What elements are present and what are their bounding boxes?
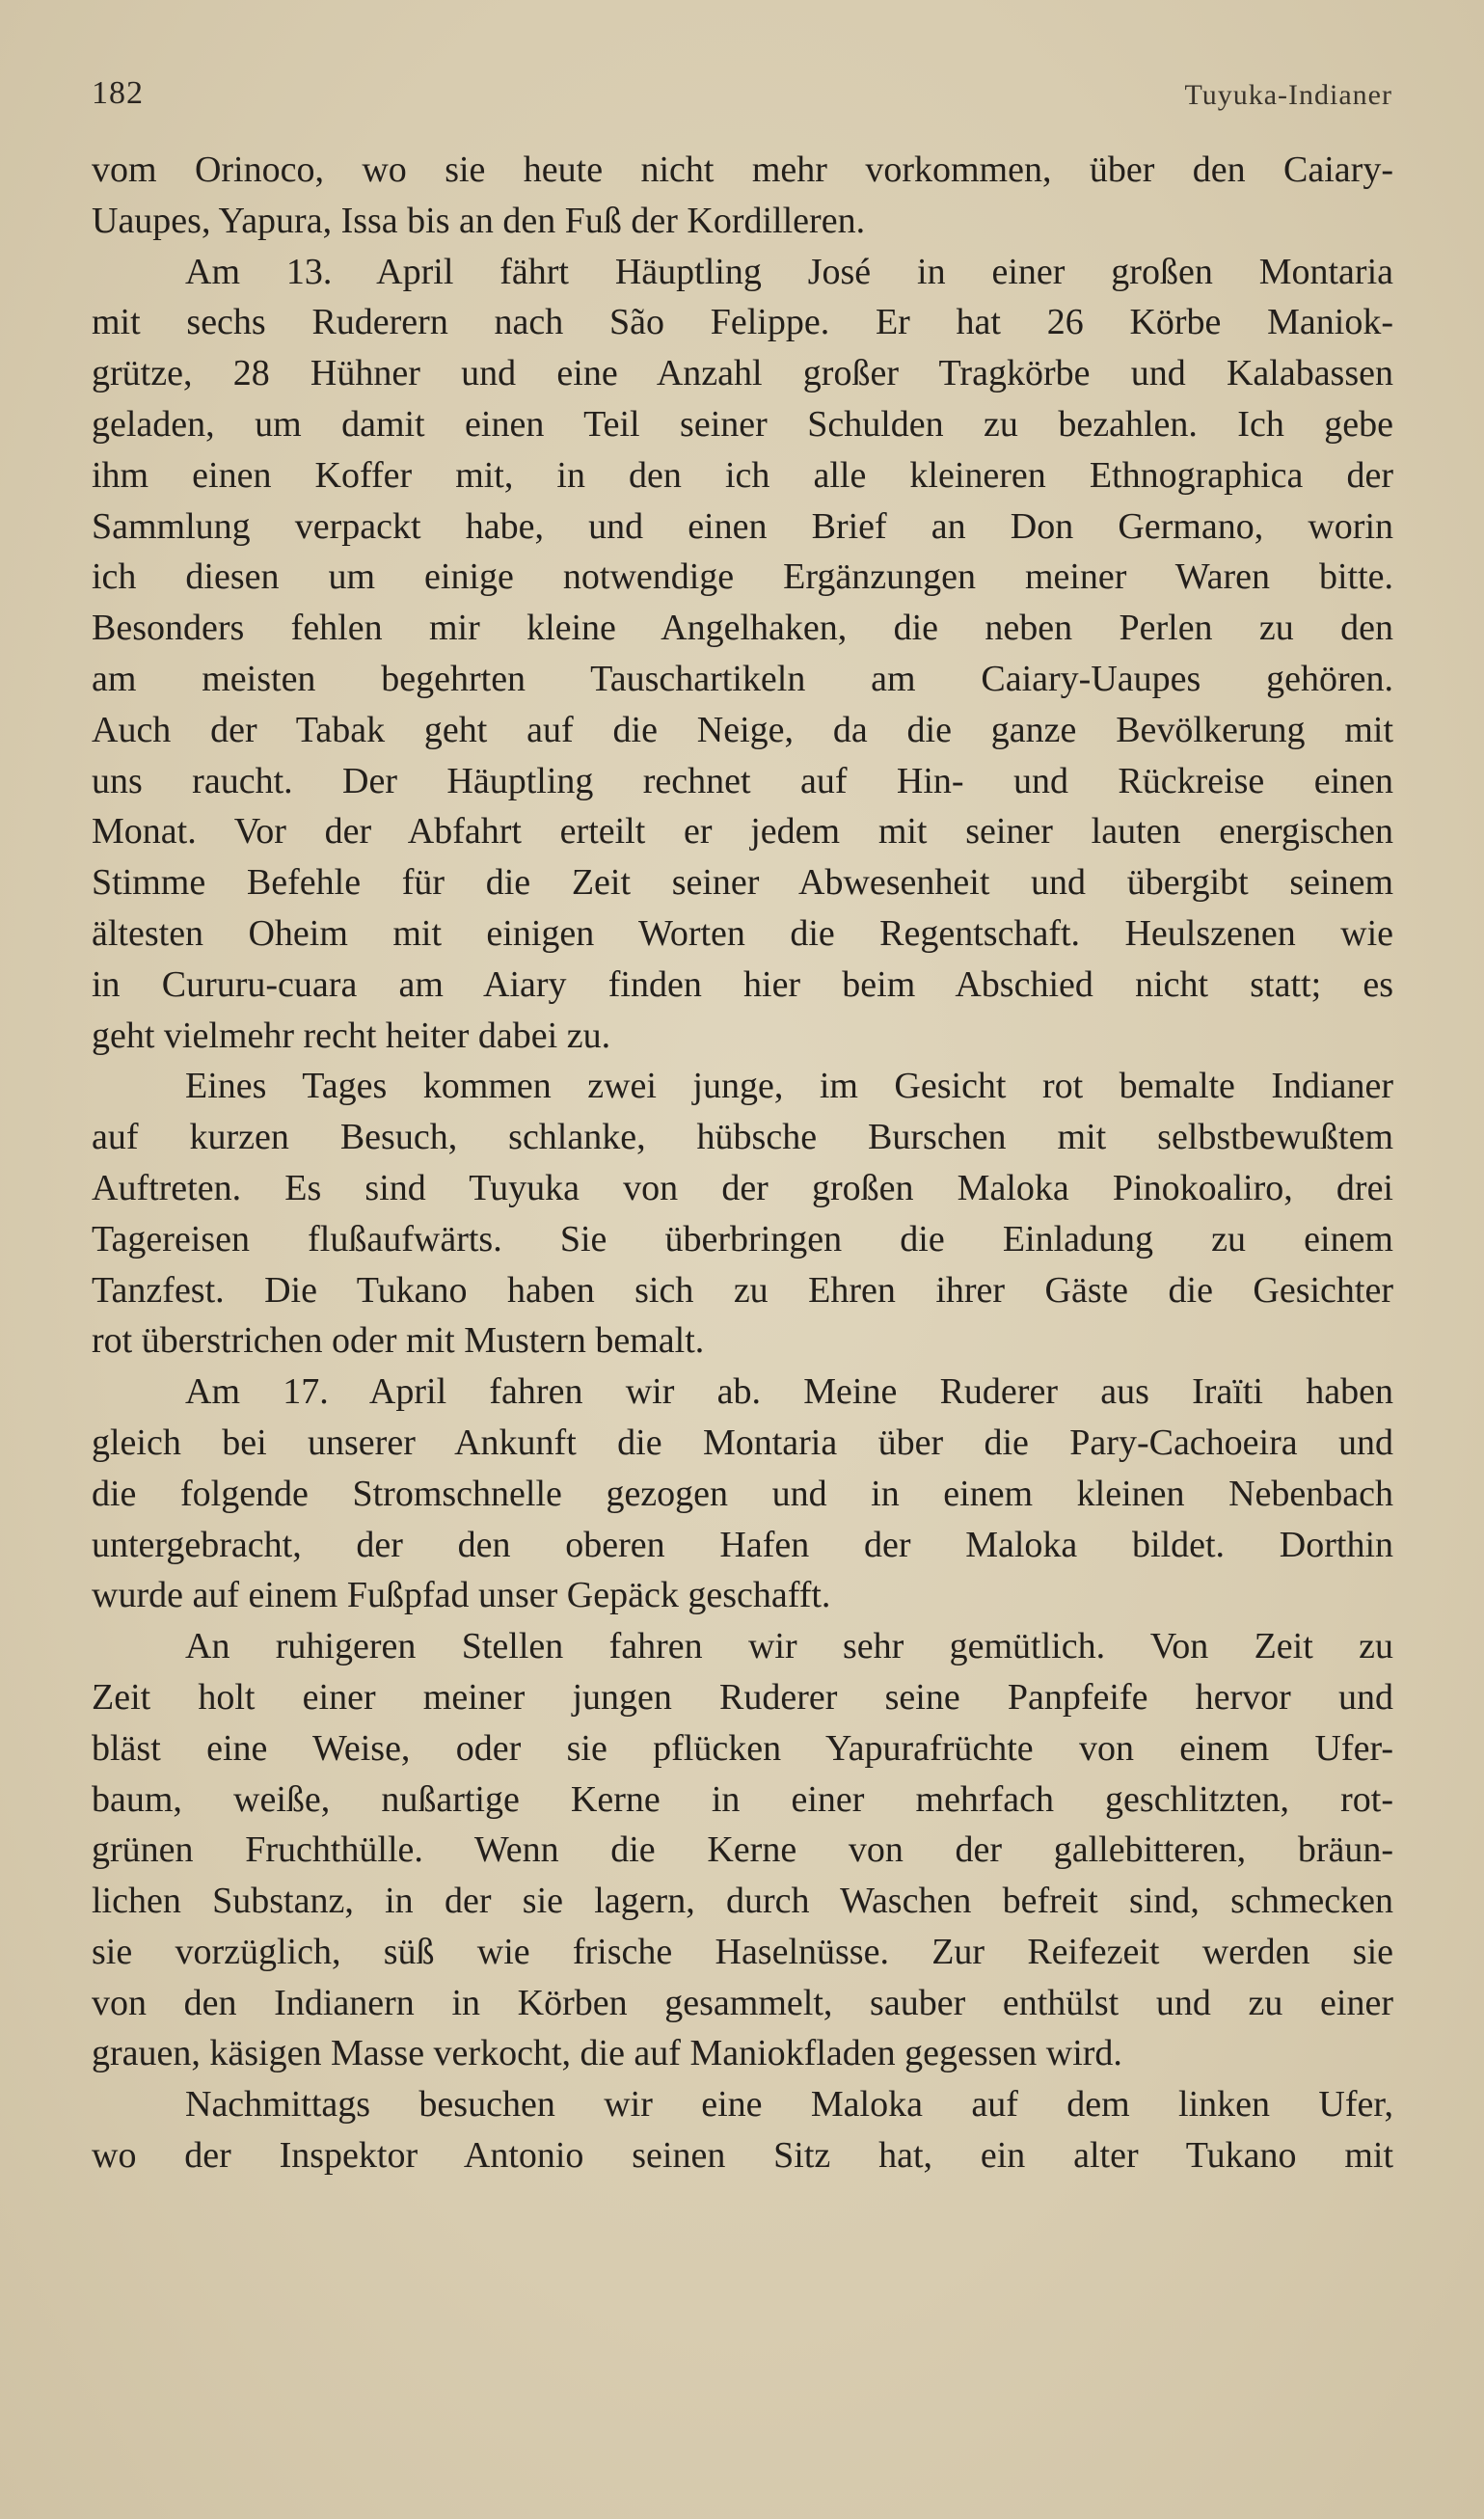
text-line: Auch der Tabak geht auf die Neige, da die ganze Bevölkerung mit: [92, 709, 1393, 750]
text-line: Monat. Vor der Abfahrt erteilt er jedem mit seiner lauten energischen: [92, 811, 1393, 853]
text-line: geladen, um damit einen Teil seiner Schulden zu bezahlen. Ich gebe: [92, 403, 1393, 445]
text-line: geht vielmehr recht heiter dabei zu.: [92, 1015, 611, 1056]
text-line: ältesten Oheim mit einigen Worten die Regentschaft. Heulszenen wie: [92, 912, 1393, 954]
text-line: wo der Inspektor Antonio seinen Sitz hat, ein alter Tukano mit: [92, 2135, 1393, 2177]
text-line: Nachmittags besuchen wir eine Maloka auf dem linken Ufer,: [185, 2084, 1393, 2126]
text-line: vom Orinoco, wo sie heute nicht mehr vorkommen, über den Caiary-: [92, 149, 1393, 190]
text-line: die folgende Stromschnelle gezogen und in einem kleinen Nebenbach: [92, 1473, 1393, 1514]
text-line: untergebracht, der den oberen Hafen der Maloka bildet. Dorthin: [92, 1524, 1393, 1565]
text-line: uns raucht. Der Häuptling rechnet auf Hin- und Rückreise einen: [92, 760, 1393, 801]
text-line: ich diesen um einige notwendige Ergänzungen meiner Waren bitte.: [92, 556, 1393, 598]
text-line: wurde auf einem Fußpfad unser Gepäck geschafft.: [92, 1575, 831, 1616]
text-line: rot überstrichen oder mit Mustern bemalt.: [92, 1320, 705, 1362]
running-head: [92, 75, 1392, 122]
text-line: ihm einen Koffer mit, in den ich alle kleineren Ethnographica der: [92, 454, 1393, 496]
text-line: Eines Tages kommen zwei junge, im Gesicht rot bemalte Indianer: [185, 1066, 1393, 1107]
running-title: Tuyuka-Indianer: [1184, 79, 1392, 111]
text-line: grütze, 28 Hühner und eine Anzahl großer Tragkörbe und Kalabassen: [92, 353, 1393, 394]
text-line: Tanzfest. Die Tukano haben sich zu Ehren ihrer Gäste die Gesichter: [92, 1269, 1393, 1311]
text-line: grünen Fruchthülle. Wenn die Kerne von der gallebitteren, bräun-: [92, 1829, 1393, 1871]
text-line: Besonders fehlen mir kleine Angelhaken, die neben Perlen zu den: [92, 608, 1393, 649]
text-line: Am 13. April fährt Häuptling José in einer großen Montaria: [185, 251, 1393, 292]
text-line: Stimme Befehle für die Zeit seiner Abwesenheit und übergibt seinem: [92, 862, 1393, 904]
text-line: sie vorzüglich, süß wie frische Haselnüsse. Zur Reifezeit werden sie: [92, 1931, 1393, 1972]
text-line: An ruhigeren Stellen fahren wir sehr gemütlich. Von Zeit zu: [185, 1626, 1393, 1667]
text-line: lichen Substanz, in der sie lagern, durch Waschen befreit sind, schmecken: [92, 1881, 1393, 1922]
text-line: Sammlung verpackt habe, und einen Brief an Don Germano, worin: [92, 505, 1393, 547]
text-line: am meisten begehrten Tauschartikeln am Caiary-Uaupes gehören.: [92, 658, 1393, 699]
text-line: grauen, käsigen Masse verkocht, die auf Maniokfladen gegessen wird.: [92, 2033, 1122, 2074]
page-number: 182: [92, 75, 144, 111]
text-line: Tagereisen flußaufwärts. Sie überbringen die Einladung zu einem: [92, 1218, 1393, 1260]
body-text: [92, 145, 1393, 2181]
text-line: Am 17. April fahren wir ab. Meine Ruderer aus Iraïti haben: [185, 1371, 1393, 1413]
text-line: auf kurzen Besuch, schlanke, hübsche Burschen mit selbstbewußtem: [92, 1117, 1393, 1158]
text-line: Zeit holt einer meiner jungen Ruderer seine Panpfeife hervor und: [92, 1676, 1393, 1718]
text-line: gleich bei unserer Ankunft die Montaria über die Pary-Cachoeira und: [92, 1422, 1393, 1463]
text-line: Auftreten. Es sind Tuyuka von der großen Maloka Pinokoaliro, drei: [92, 1167, 1393, 1208]
text-line: bläst eine Weise, oder sie pflücken Yapurafrüchte von einem Ufer-: [92, 1727, 1393, 1769]
text-line: von den Indianern in Körben gesammelt, sauber enthülst und zu einer: [92, 1982, 1393, 2023]
text-line: mit sechs Ruderern nach São Felippe. Er hat 26 Körbe Maniok-: [92, 302, 1393, 343]
text-line: baum, weiße, nußartige Kerne in einer mehrfach geschlitzten, rot-: [92, 1778, 1393, 1820]
text-line: Uaupes, Yapura, Issa bis an den Fuß der Kordilleren.: [92, 200, 866, 241]
text-line: in Cururu-cuara am Aiary finden hier beim Abschied nicht statt; es: [92, 963, 1393, 1005]
